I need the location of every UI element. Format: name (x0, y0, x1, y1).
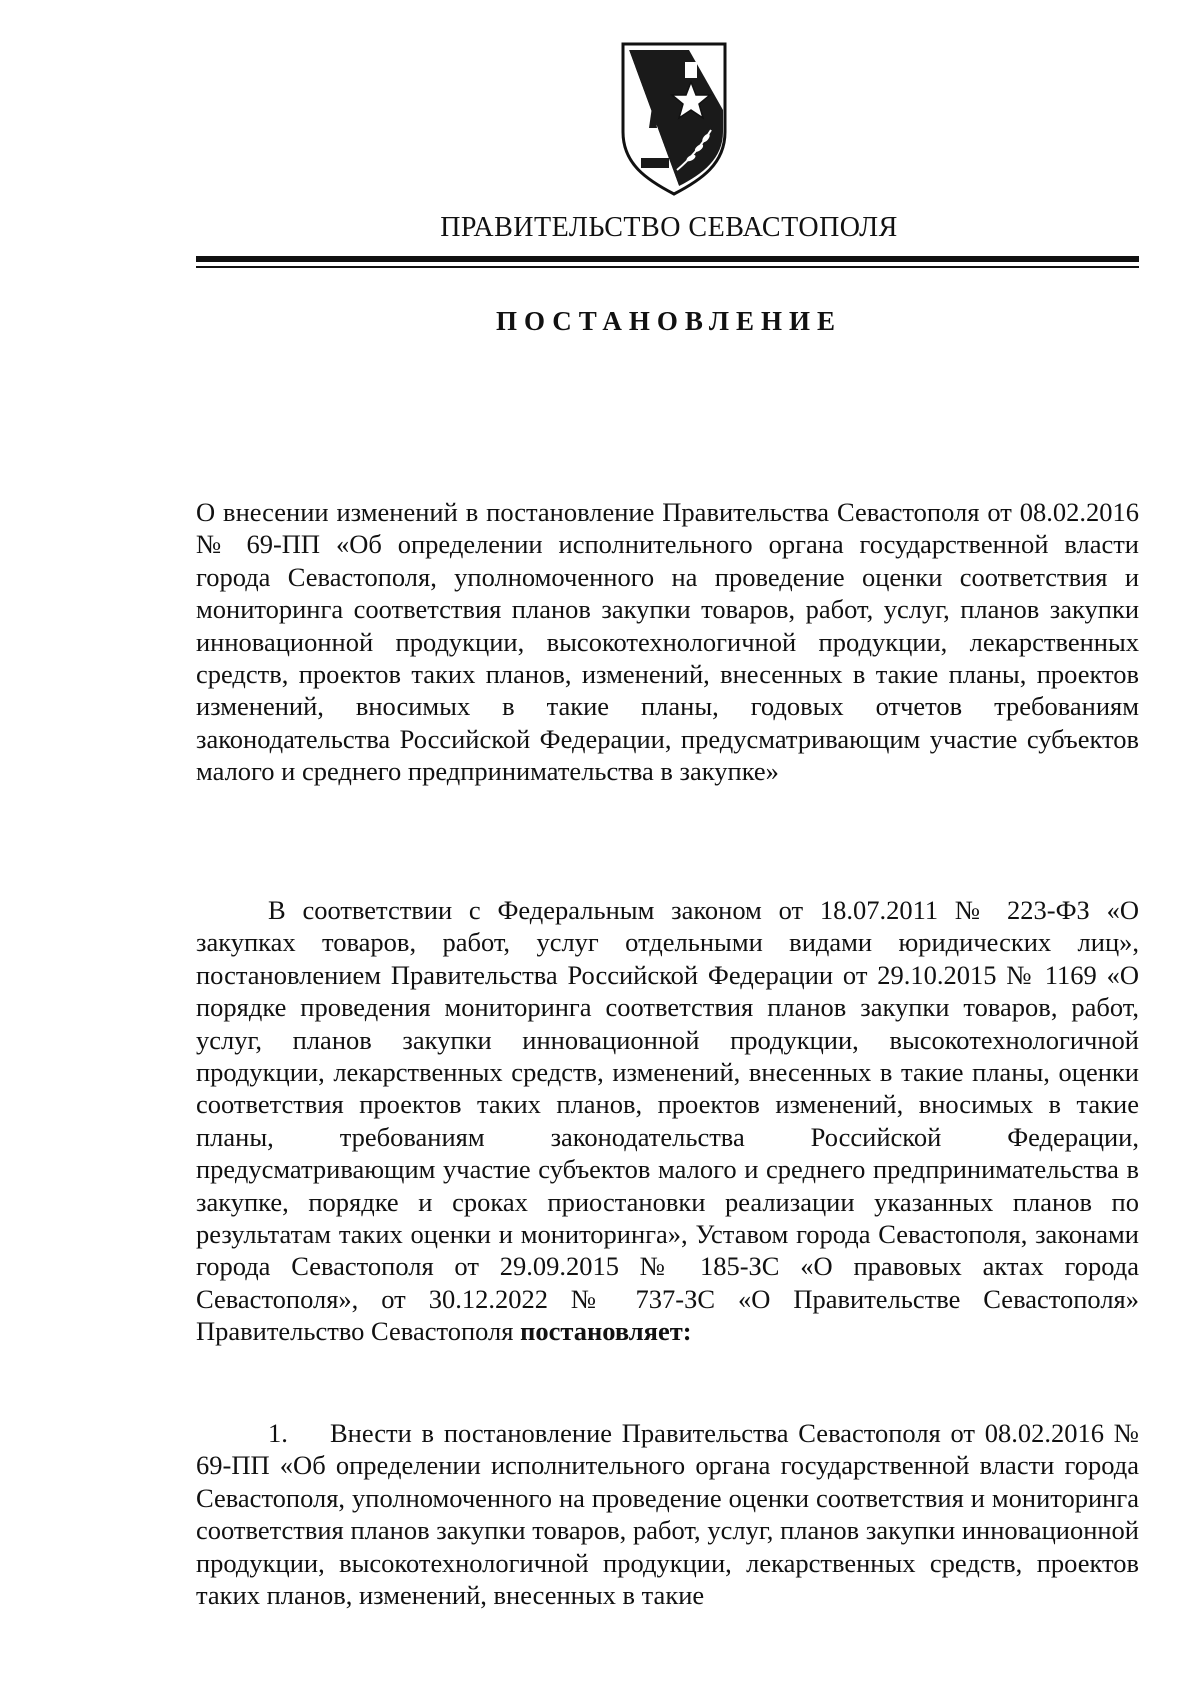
government-name: ПРАВИТЕЛЬСТВО СЕВАСТОПОЛЯ (440, 212, 898, 243)
preamble-text: В соответствии с Федеральным законом от 18.07.2011 № 223-ФЗ «О закупках товаров, работ, услуг отдельными видами юридических лиц», постановлением Правительства Российской Федерации от 29.10.2015 № 1169 «О порядке проведения мониторинга соответствия планов закупки товаров, работ, услуг, планов закупки инновационной продукции, высокотехнологичной продукции, лекарственных средств, изменений, внесенных в такие планы, оценки соответствия проектов таких планов, проектов изменений, вносимых в такие планы, требованиям законодательства Российской Федерации, предусматривающим участие субъектов малого и среднего предпринимательства в закупке, порядке и сроках приостановки реализации указанных планов по результатам таких оценки и мониторинга», Уставом города Севастополя, законами города Севастополя от 29.09.2015 № 185-ЗС «О правовых актах города Севастополя», от 30.12.2022 № 737-ЗС «О Правительстве Севастополя» Правительство Севастополя (196, 895, 1139, 1347)
document-subject: О внесении изменений в постановление Правительства Севастополя от 08.02.2016 № 69-ПП «Об определении исполнительного органа государственной власти города Севастополя, уполномоченного на проведение оценки соответствия и мониторинга соответствия планов закупки товаров, работ, услуг, планов закупки инновационной продукции, высокотехнологичной продукции, лекарственных средств, проектов таких планов, изменений, внесенных в такие планы, проектов изменений, вносимых в такие планы, годовых отчетов требованиям законодательства Российской Федерации, предусматривающим участие субъектов малого и среднего предпринимательства в закупке» (196, 497, 1139, 787)
coat-of-arms-icon (619, 40, 729, 200)
item-number: 1. (268, 1418, 288, 1448)
header-divider-thick (196, 256, 1139, 262)
resolves-clause: постановляет: (520, 1316, 692, 1347)
document-type-title: ПОСТАНОВЛЕНИЕ (495, 306, 843, 336)
item-text: Внести в постановление Правительства Севастополя от 08.02.2016 № 69-ПП «Об определении исполнительного органа государственной власти города Севастополя, уполномоченного на проведение оценки соответствия и мониторинга соответствия планов закупки товаров, работ, услуг, планов закупки инновационной продукции, высокотехнологичной продукции, лекарственных средств, проектов таких планов, изменений, внесенных в такие (196, 1418, 1139, 1611)
resolution-item-1 (196, 1417, 1139, 1611)
header-divider-thin (196, 266, 1139, 268)
preamble-paragraph (196, 894, 1139, 1348)
